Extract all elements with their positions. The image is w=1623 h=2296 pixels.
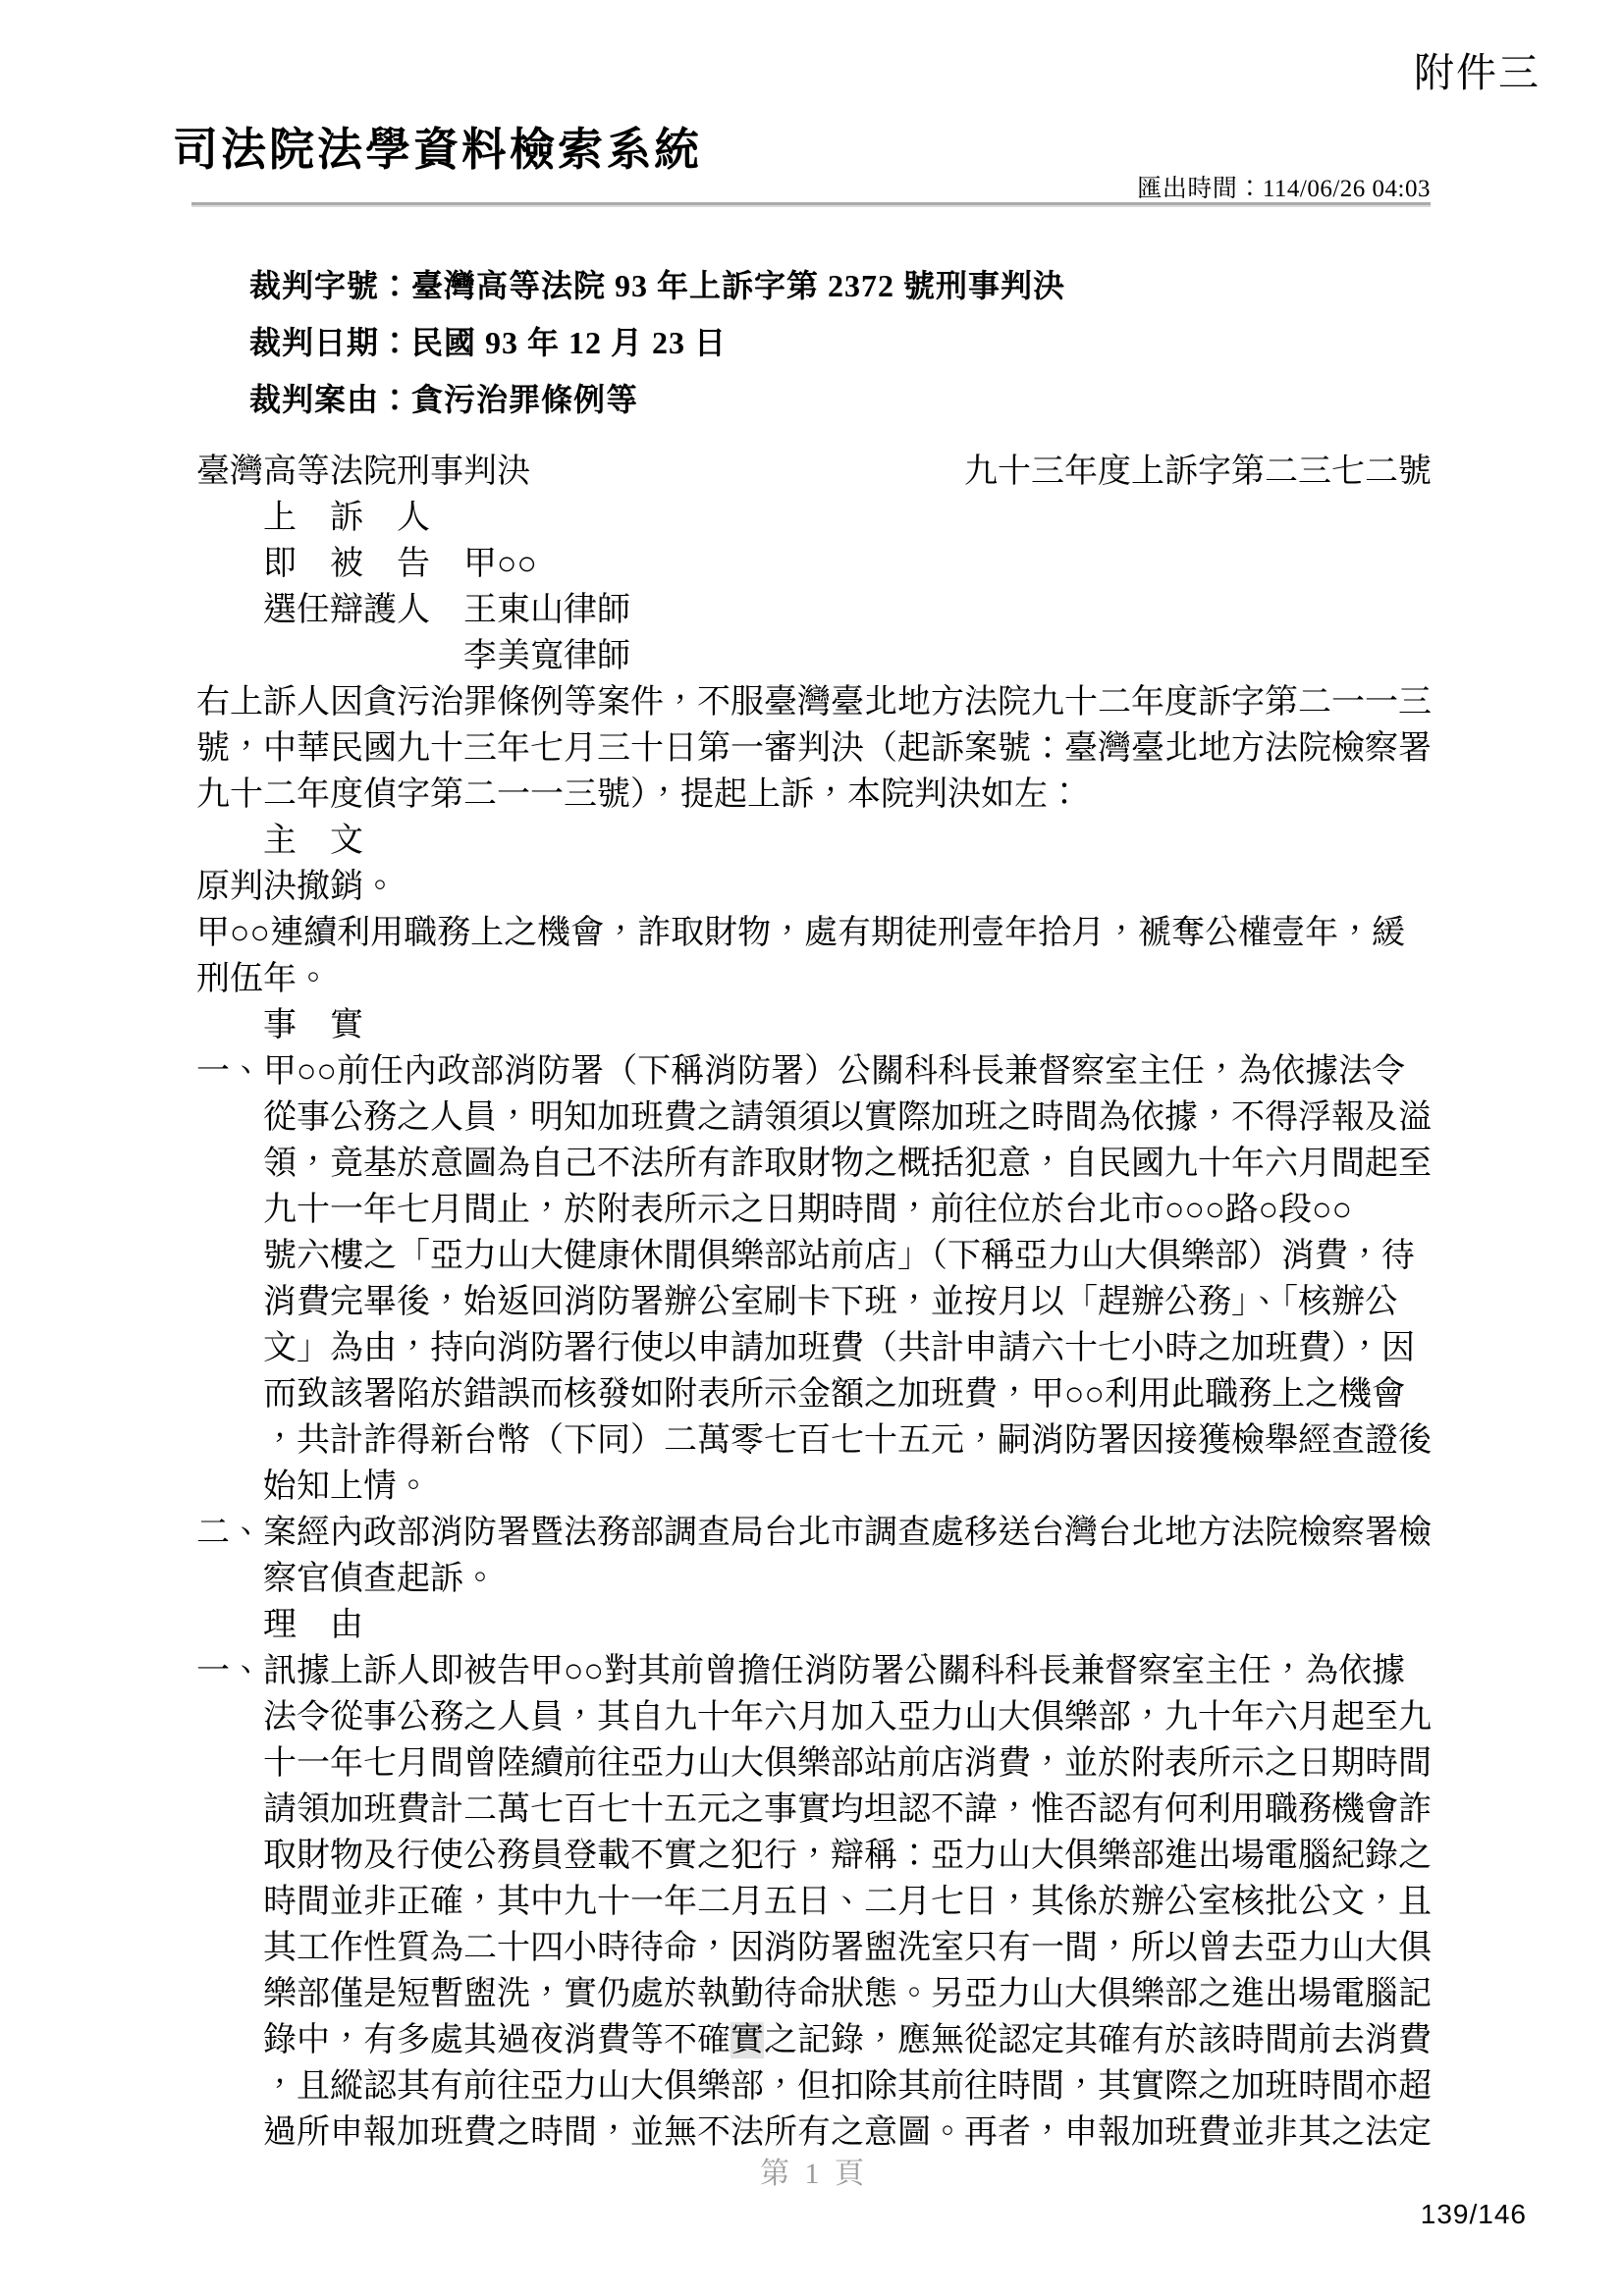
meta-value: 貪污治罪條例等 [411,382,639,417]
judgment-text-line: 請領加班費計二萬七百七十五元之事實均坦認不諱，惟否認有何利用職務機會詐 [196,1791,1432,1828]
judgment-text-line: 事 實 [196,1007,363,1043]
meta-label: 裁判案由： [249,382,412,417]
judgment-body [196,449,1432,2156]
judgment-text-line: ，共計詐得新台幣（下同）二萬零七百七十五元，嗣消防署因接獲檢舉經查證後 [196,1422,1432,1459]
judgment-text-line: 法令從事公務之人員，其自九十年六月加入亞力山大俱樂部，九十年六月起至九 [196,1699,1432,1735]
judgment-text-line: 其工作性質為二十四小時待命，因消防署盥洗室只有一間，所以曾去亞力山大俱 [196,1930,1432,1966]
judgment-text-lines [196,495,1432,2156]
judgment-metadata [196,225,1434,417]
system-title: 司法院法學資料檢索系統 [173,124,702,175]
judgment-text-line: 號六樓之「亞力山大健康休閒俱樂部站前店」（下稱亞力山大俱樂部）消費，待 [196,1238,1415,1274]
judgment-text-line: 九十一年七月間止，於附表所示之日期時間，前往位於台北市○○○路○段○○ [196,1192,1353,1228]
judgment-text-line: 號，中華民國九十三年七月三十日第一審判決（起訴案號：臺灣臺北地方法院檢察署 [196,730,1432,767]
export-timestamp: 匯出時間：114/06/26 04:03 [1137,176,1431,202]
judgment-text-line: 時間並非正確，其中九十一年二月五日、二月七日，其係於辦公室核批公文，且 [196,1884,1432,1920]
judgment-text-line: 察官偵查起訴。 [196,1561,497,1597]
judgment-text-line: 取財物及行使公務員登載不實之犯行，辯稱：亞力山大俱樂部進出場電腦紀錄之 [196,1838,1432,1874]
case-docket-number: 九十三年度上訴字第二三七二號 [964,454,1432,490]
attachment-label: 附件三 [1414,50,1541,95]
judgment-text-line: 原判決撤銷。 [196,869,397,905]
judgment-text-line: 刑伍年。 [196,961,330,997]
judgment-text-line: 即 被 告 甲○○ [196,546,538,582]
judgment-text-line: 消費完畢後，始返回消防署辦公室刷卡下班，並按月以「趕辦公務」、「核辦公 [196,1284,1398,1320]
judgment-text-line: 上 訴 人 [196,500,430,536]
meta-label: 裁判字號： [249,268,412,303]
judgment-text-line: 九十二年度偵字第二一一三號），提起上訴，本院判決如左： [196,776,1081,813]
judgment-text-line: 一、訊據上訴人即被告甲○○對其前曾擔任消防署公關科科長兼督察室主任，為依據 [196,1653,1406,1689]
sheet-page-number: 139/146 [1420,2199,1527,2229]
judgment-text-line: 理 由 [196,1607,363,1643]
meta-value: 民國 93 年 12 月 23 日 [411,325,728,360]
judgment-text-line: 過所申報加班費之時間，並無不法所有之意圖。再者，申報加班費並非其之法定 [196,2114,1432,2151]
judgment-text-line: 從事公務之人員，明知加班費之請領須以實際加班之時間為依據，不得浮報及溢 [196,1099,1432,1136]
judgment-text-line: ，且縱認其有前往亞力山大俱樂部，但扣除其前往時間，其實際之加班時間亦超 [196,2068,1432,2105]
judgment-text-line: 右上訴人因貪污治罪條例等案件，不服臺灣臺北地方法院九十二年度訴字第二一一三 [196,684,1432,721]
judgment-text-line: 李美寬律師 [196,638,630,674]
judgment-text-line: 領，竟基於意圖為自己不法所有詐取財物之概括犯意，自民國九十年六月間起至 [196,1146,1432,1182]
page-footer-label: 第 1 頁 [760,2158,868,2190]
meta-label: 裁判日期： [249,325,412,360]
case-court-title: 臺灣高等法院刑事判決 [196,454,530,490]
judgment-text-line: 一、甲○○前任內政部消防署（下稱消防署）公關科科長兼督察室主任，為依據法令 [196,1053,1406,1090]
highlighted-char: 實 [730,2022,764,2058]
header-rule [191,202,1431,207]
judgment-text-line: 二、案經內政部消防署暨法務部調查局台北市調查處移送台灣台北地方法院檢察署檢 [196,1515,1432,1551]
judgment-text-line: 錄中，有多處其過夜消費等不確實之記錄，應無從認定其確有於該時間前去消費 [196,2022,1432,2058]
judgment-text-line: 十一年七月間曾陸續前往亞力山大俱樂部站前店消費，並於附表所示之日期時間 [196,1745,1432,1782]
judgment-text-line: 樂部僅是短暫盥洗，實仍處於執勤待命狀態。另亞力山大俱樂部之進出場電腦記 [196,1976,1432,2012]
meta-value: 臺灣高等法院 93 年上訴字第 2372 號刑事判決 [411,268,1066,303]
meta-row-case-number [196,225,1434,303]
judgment-text-line: 始知上情。 [196,1468,430,1505]
judgment-text-line: 而致該署陷於錯誤而核發如附表所示金額之加班費，甲○○利用此職務上之機會 [196,1376,1406,1413]
judgment-text-line: 甲○○連續利用職務上之機會，詐取財物，處有期徒刑壹年拾月，褫奪公權壹年，緩 [196,915,1406,951]
case-header-row [196,449,1432,495]
judgment-text-line: 選任辯護人 王東山律師 [196,592,630,628]
judgment-text-line: 主 文 [196,823,363,859]
judgment-text-line: 文」為由，持向消防署行使以申請加班費（共計申請六十七小時之加班費），因 [196,1330,1415,1366]
